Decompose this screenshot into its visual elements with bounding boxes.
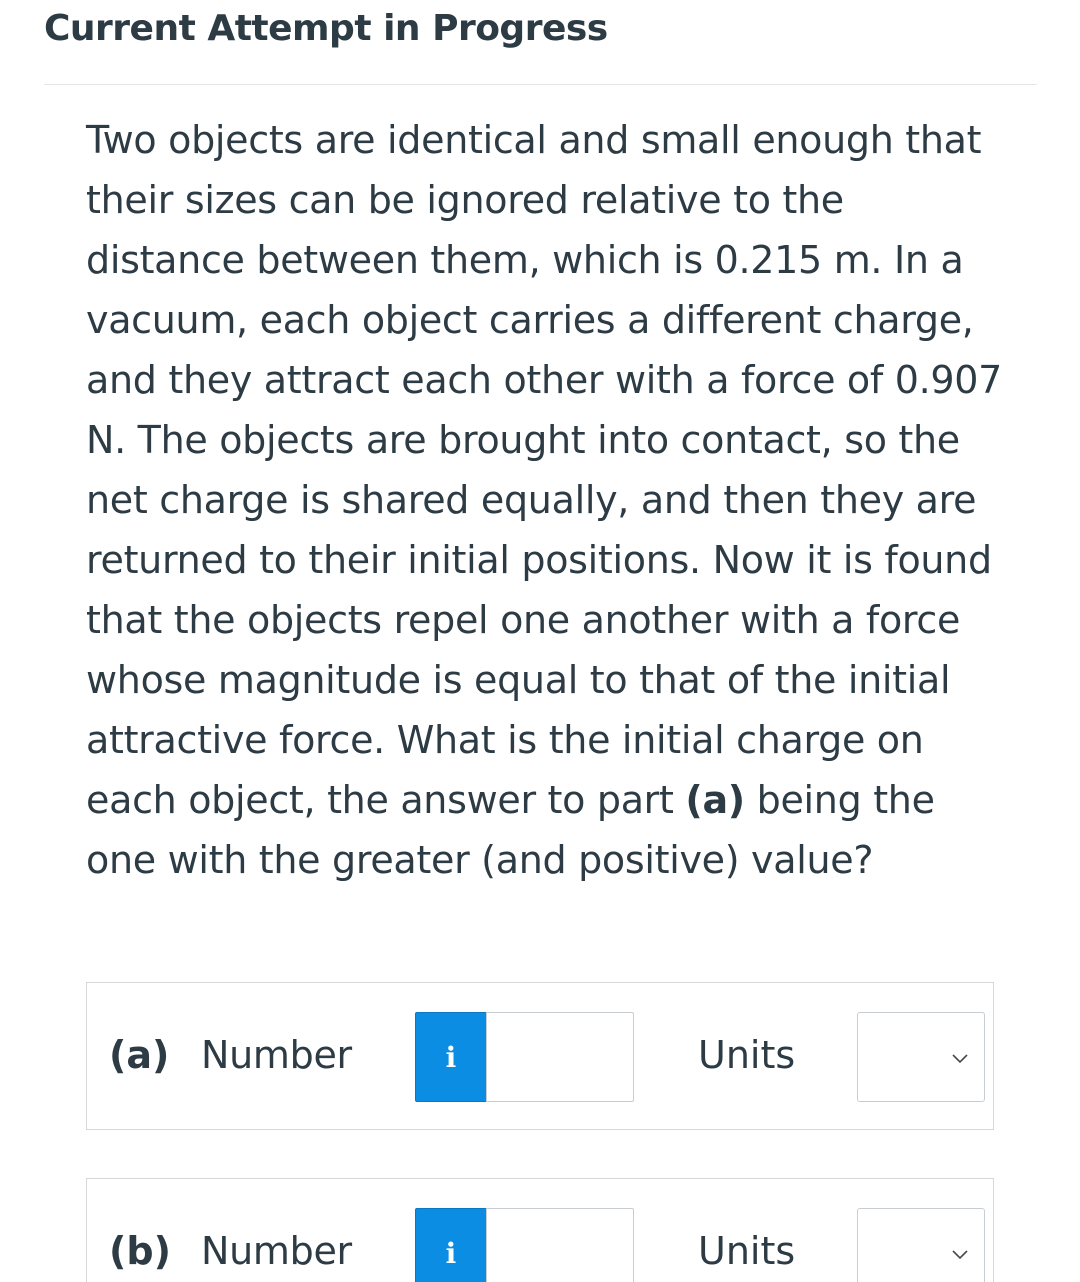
answer-row-a — [86, 982, 994, 1130]
question-text-end: being the one with the greater (and positive) value? — [86, 778, 935, 882]
part-label: (b) — [109, 1229, 171, 1273]
number-input[interactable] — [486, 1012, 634, 1102]
chevron-down-icon — [950, 1049, 970, 1069]
number-label: Number — [201, 1229, 352, 1273]
info-icon[interactable]: i — [415, 1012, 487, 1102]
info-icon[interactable]: i — [415, 1208, 487, 1282]
chevron-down-icon — [950, 1245, 970, 1265]
header — [44, 0, 1037, 85]
answer-row-b — [86, 1178, 994, 1282]
question-text-bold: (a) — [685, 778, 745, 822]
page-title: Current Attempt in Progress — [44, 8, 608, 49]
question-text — [86, 110, 1006, 890]
units-select[interactable] — [857, 1208, 985, 1282]
part-label: (a) — [109, 1033, 170, 1077]
number-label: Number — [201, 1033, 352, 1077]
question-text-main: Two objects are identical and small enough that their sizes can be ignored relative to the distance between them, which is 0.215 m. In a vacuum, each object carries a different charge, and they attract each other with a force of 0.907 N. The objects are brought into contact, so the net charge is shared equally, and then they are returned to their initial positions. Now it is found that the objects repel one another with a force whose magnitude is equal to that of the initial attractive force. What is the initial charge on each object, the answer to part — [86, 118, 1003, 822]
units-label: Units — [698, 1033, 796, 1077]
number-input[interactable] — [486, 1208, 634, 1282]
units-select[interactable] — [857, 1012, 985, 1102]
units-label: Units — [698, 1229, 796, 1273]
